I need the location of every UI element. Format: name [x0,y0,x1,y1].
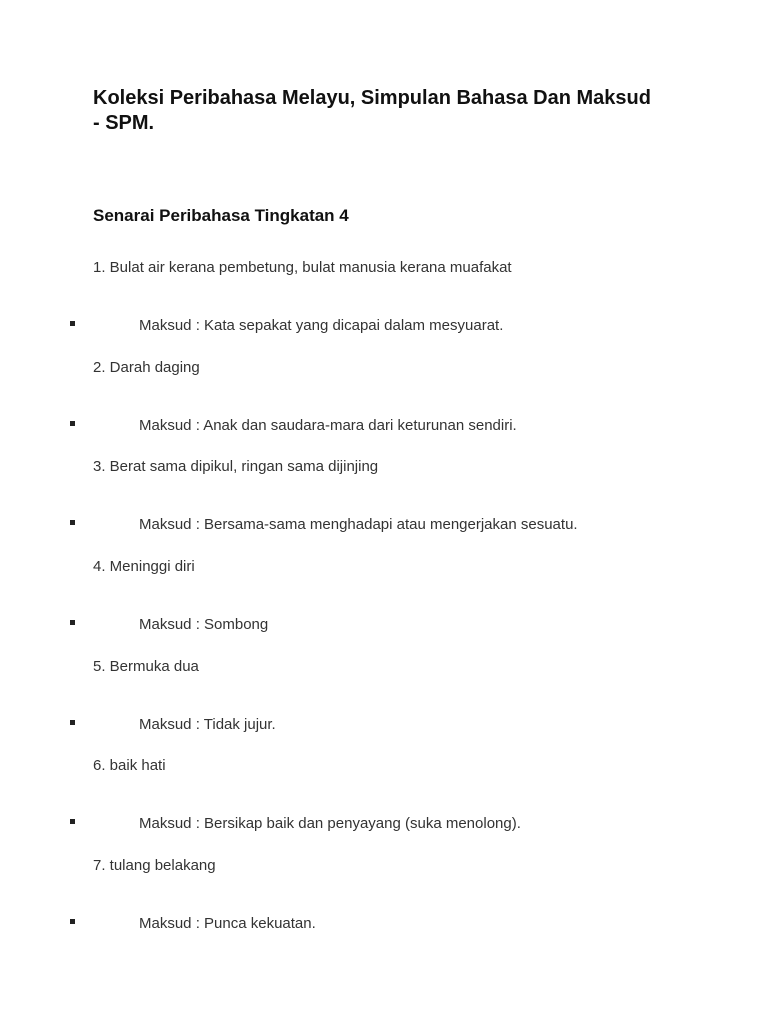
peribahasa-meaning: Maksud : Anak dan saudara-mara dari keturunan sendiri. [139,416,517,434]
peribahasa-term: 5. Bermuka dua [93,657,199,675]
peribahasa-term: 6. baik hati [93,757,166,775]
peribahasa-list [0,257,768,955]
square-bullet-icon [70,321,75,326]
peribahasa-meaning: Maksud : Sombong [139,616,269,634]
square-bullet-icon [70,620,75,625]
list-item [0,456,768,556]
square-bullet-icon [70,720,75,725]
list-item [0,556,768,656]
peribahasa-term: 7. tulang belakang [93,857,216,875]
peribahasa-meaning: Maksud : Bersama-sama menghadapi atau mengerjakan sesuatu. [139,516,578,534]
list-item [0,656,768,756]
peribahasa-term: 3. Berat sama dipikul, ringan sama dijinjing [93,458,379,476]
list-item [0,357,768,457]
list-item [0,755,768,855]
peribahasa-term: 4. Meninggi diri [93,558,195,576]
section-heading: Senarai Peribahasa Tingkatan 4 [93,206,349,225]
square-bullet-icon [70,819,75,824]
peribahasa-term: 2. Darah daging [93,358,200,376]
square-bullet-icon [70,520,75,525]
square-bullet-icon [70,919,75,924]
list-item [0,855,768,955]
peribahasa-meaning: Maksud : Tidak jujur. [139,715,276,733]
peribahasa-meaning: Maksud : Kata sepakat yang dicapai dalam mesyuarat. [139,317,504,334]
square-bullet-icon [70,421,75,426]
list-item [0,257,768,357]
peribahasa-meaning: Maksud : Punca kekuatan. [139,915,316,933]
peribahasa-term: 1. Bulat air kerana pembetung, bulat manusia kerana muafakat [93,259,512,276]
peribahasa-meaning: Maksud : Bersikap baik dan penyayang (suka menolong). [139,815,521,833]
document-title: Koleksi Peribahasa Melayu, Simpulan Bahasa Dan Maksud - SPM. [93,87,651,134]
